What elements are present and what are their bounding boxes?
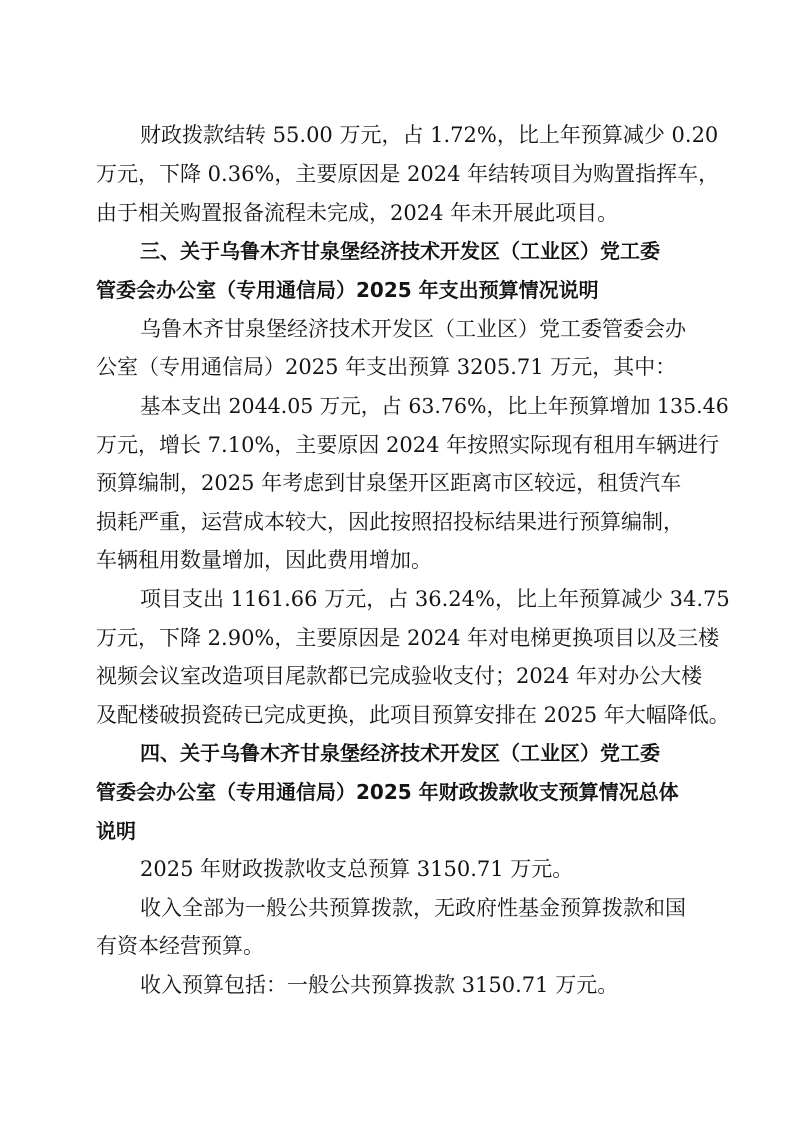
paragraph-1-line-3: 由于相关购置报备流程未完成，2024 年未开展此项目。 [96, 201, 619, 225]
project-expenditure-line-2: 万元，下降 2.90%，主要原因是 2024 年对电梯更换项目以及三楼 [96, 626, 720, 650]
section-3-heading-line-2: 管委会办公室（专用通信局）2025 年支出预算情况说明 [96, 278, 599, 302]
section-3-heading-line-1: 三、关于乌鲁木齐甘泉堡经济技术开发区（工业区）党工委 [140, 239, 660, 263]
section-4-heading-line-3: 说明 [96, 819, 136, 843]
basic-expenditure-line-2: 万元，增长 7.10%，主要原因 2024 年按照实际现有租用车辆进行 [96, 433, 720, 457]
income-budget-line-1: 收入预算包括：一般公共预算拨款 3150.71 万元。 [140, 973, 619, 997]
expenditure-total-line-2: 公室（专用通信局）2025 年支出预算 3205.71 万元，其中： [96, 355, 677, 379]
total-budget-line-1: 2025 年财政拨款收支总预算 3150.71 万元。 [140, 857, 574, 881]
basic-expenditure-line-4: 损耗严重，运营成本较大，因此按照招投标结果进行预算编制， [96, 510, 684, 534]
section-4-heading-line-1: 四、关于乌鲁木齐甘泉堡经济技术开发区（工业区）党工委 [140, 741, 660, 765]
paragraph-1-line-1: 财政拨款结转 55.00 万元，占 1.72%，比上年预算减少 0.20 [140, 123, 719, 147]
basic-expenditure-line-5: 车辆租用数量增加，因此费用增加。 [96, 548, 432, 572]
basic-expenditure-line-3: 预算编制，2025 年考虑到甘泉堡开区距离市区较远，租赁汽车 [96, 471, 682, 495]
income-composition-line-1: 收入全部为一般公共预算拨款，无政府性基金预算拨款和国 [140, 896, 686, 920]
expenditure-total-line-1: 乌鲁木齐甘泉堡经济技术开发区（工业区）党工委管委会办 [140, 317, 686, 341]
income-composition-line-2: 有资本经营预算。 [96, 934, 264, 958]
section-4-heading-line-2: 管委会办公室（专用通信局）2025 年财政拨款收支预算情况总体 [96, 780, 679, 804]
project-expenditure-line-3: 视频会议室改造项目尾款都已完成验收支付；2024 年对办公大楼 [96, 664, 703, 688]
project-expenditure-line-4: 及配楼破损瓷砖已完成更换，此项目预算安排在 2025 年大幅降低。 [96, 703, 730, 727]
basic-expenditure-line-1: 基本支出 2044.05 万元，占 63.76%，比上年预算增加 135.46 [140, 394, 729, 418]
project-expenditure-line-1: 项目支出 1161.66 万元，占 36.24%，比上年预算减少 34.75 [140, 587, 730, 611]
paragraph-1-line-2: 万元，下降 0.36%，主要原因是 2024 年结转项目为购置指挥车， [96, 162, 720, 186]
